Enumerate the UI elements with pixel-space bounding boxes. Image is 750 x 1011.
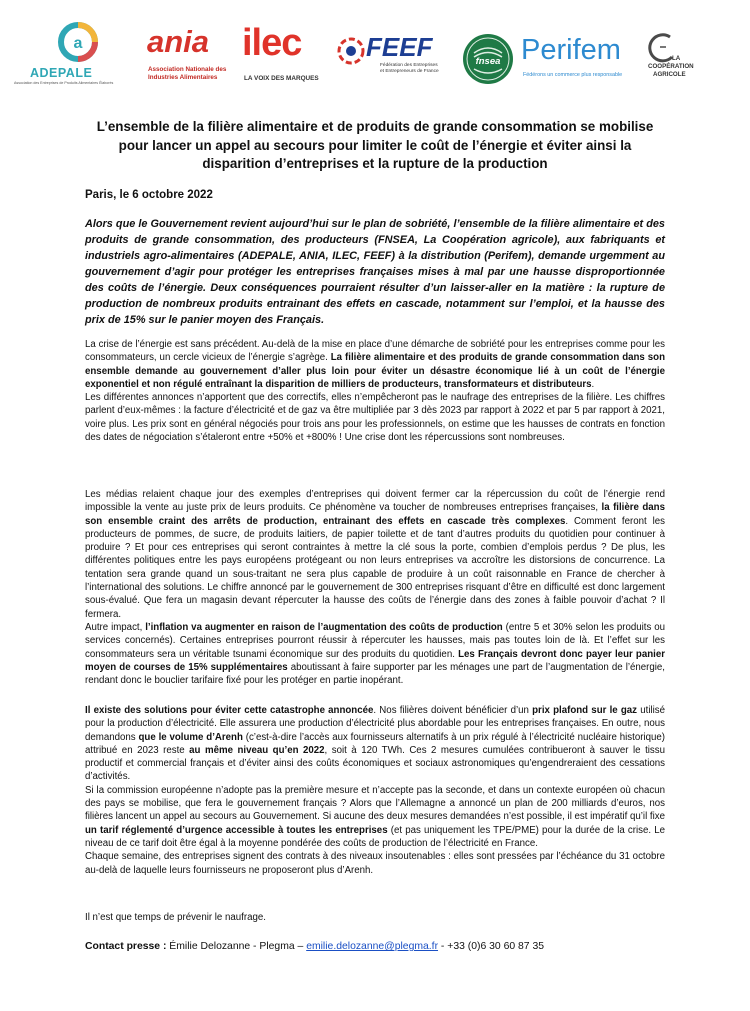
ania-name: ania <box>147 24 210 59</box>
section-energy-crisis <box>85 338 665 444</box>
cooperation-line3: AGRICOLE <box>653 71 686 78</box>
adepale-logo <box>14 18 142 88</box>
feef-emblem-icon <box>336 34 366 68</box>
paragraph: La crise de l’énergie est sans précédent. Au-delà de la mise en place d’une démarche de sobriété pour les entreprises comme pour les consommateurs, un cercle vicieux de l’énergie s’agrège. La filière alimentaire et des produits de grande consommation dans son ensemble demande au gouvernement d’aller plus loin pour éviter un désastre économique lié à un coût de l’énergie exponentiel et non régulé entraînant la disparition de milliers de producteurs, transformateurs et distributeurs. <box>85 339 665 390</box>
contact-email-link[interactable]: emilie.delozanne@plegma.fr <box>306 941 439 952</box>
contact-name: Émilie Delozanne - Plegma – <box>166 941 307 952</box>
paragraph: Chaque semaine, des entreprises signent des contrats à des niveaux insoutenables : elles sont pressées par l’échéance du 31 octobre au-delà de laquelle leurs fournisseurs ne proposeront plus d’Arenh. <box>85 851 665 876</box>
cooperation-agricole-logo <box>648 33 710 89</box>
logo-strip <box>0 0 750 105</box>
press-contact <box>85 941 544 952</box>
ania-line1: Association Nationale des <box>148 66 227 73</box>
paragraph: Les médias relaient chaque jour des exemples d’entreprises qui doivent fermer car la répercussion du coût de l’énergie rend impossible la vente au juste prix de leurs produits. Ce phénomène va toucher de nombreuses entreprises françaises, la filière dans son ensemble craint des arrêts de production, entrainant des effets en cascade très complexes. Comment feront les producteurs de pommes, de sucre, de produits laitiers, de papier toilette et de tant d’autres produits du quotidien pour continuer à produire ? Et pour ces entreprises qui seront contraintes à mettre la clé sous la porte, combien d’emplois perdus ? De plus, les différentes politiques entre les pays européens protégeant ou non leurs entreprises va accroître les distorsions de concurrence. La tentation sera grande quand un sous-traitant ne sera plus capable de produire à un coût raisonnable en France de chercher à l’international des solutions. Le chiffre annoncé par le gouvernement de 300 entreprises risquant d’être en difficulté est donc largement sous-évalué. Que fera un magasin devant répercuter la hausse des coûts de l’énergie dans des zones à faible pouvoir d’achat ? Il fermera. <box>85 489 665 620</box>
ania-logo <box>146 24 238 86</box>
feef-name: FEEF <box>366 32 433 62</box>
ania-line2: Industries Alimentaires <box>148 74 218 81</box>
section-production-impact <box>85 488 665 687</box>
cooperation-line1: LA <box>672 55 681 62</box>
paragraph: Si la commission européenne n’adopte pas la première mesure et n’accepte pas la seconde, et dans un contexte européen où chacun des pays se mobilise, que fera le gouvernement français ? Alors que l’Allemagne a annoncé un plan de 200 milliards d’euros, nos filières lancent un appel au secours au Gouvernement. Si aucune des deux mesures demandées n’est possible, il est impératif qu’il fixe un tarif réglementé d’urgence accessible à toutes les entreprises (et pas uniquement les TPE/PME) pour la durée de la crise. Le niveau de ce tarif doit être égal à la moyenne pondérée des coûts de production de l’électricité en France. <box>85 784 665 849</box>
fnsea-logo <box>462 33 514 85</box>
cooperation-line2: COOPÉRATION <box>648 63 694 70</box>
feef-logo <box>336 34 460 86</box>
perifem-name: Perifem <box>521 34 621 66</box>
press-release-title: L’ensemble de la filière alimentaire et de produits de grande consommation se mobilise pour lancer un appel au secours pour limiter le coût de l’énergie et éviter ainsi la disparition d’entreprises et la rupture de la production <box>96 119 654 171</box>
paragraph: Il existe des solutions pour éviter cette catastrophe annoncée. Nos filières doivent bénéficier d’un prix plafond sur le gaz utilisé pour la production d’électricité. Elle assurera une production d’électricité plus abordable pour les entreprises françaises. En outre, nous demandons que le volume d’Arenh (c’est-à-dire l’accès aux fournisseurs alternatifs à un prix régulé à l’électricité nucléaire historique) attribué en 2023 reste au même niveau qu’en 2022, soit à 120 TWh. Ces 2 mesures cumulées contribueront à sauver le tissu productif et commercial français et d’éviter ainsi des coûts économiques et sociaux astronomiques qu’engendreraient des cessations d’activités. <box>85 705 666 783</box>
svg-text:a: a <box>73 35 83 52</box>
adepale-tagline: Association des Entreprises de Produits Alimentaires Élaborés <box>14 81 114 85</box>
paragraph: Les différentes annonces n’apportent que des correctifs, elles n’empêcheront pas le naufrage des entreprises de la filière. Les chiffres parlent d’eux-mêmes : la facture d’électricité et de gaz va être multipliée par 3 dès 2023 par rapport à 2022 et par 5 par rapport à 2021, voire plus. Les prix sont en général négociés pour trois ans pour les professionnels, on estime que les hausses de contrats en fonction des dates de négociation s’étaleront entre +50% et +800% ! Une crise dont les répercussions sont nombreuses. <box>85 392 665 444</box>
dateline: Paris, le 6 octobre 2022 <box>85 189 213 201</box>
perifem-tagline: Fédérons un commerce plus responsable <box>523 72 623 78</box>
fnsea-name: fnsea <box>475 56 501 67</box>
perifem-logo <box>520 34 646 84</box>
paragraph: Autre impact, l’inflation va augmenter en raison de l’augmentation des coûts de production (entre 5 et 30% selon les produits ou services concernés). Certaines entreprises pourront réussir à répercuter les hausses, mais pas toutes loin de là. Et l’effet sur les consommateurs sera un véritable tsunami économique sur des produits du quotidien. Les Français devront donc payer leur panier moyen de courses de 15% supplémentaires aboutissant à faire supporter par les ménages une part de l’augmentation de l’énergie, rendant donc le bouclier tarifaire fixé pour les protéger en partie inopérant. <box>85 621 666 687</box>
ilec-tagline: LA VOIX DES MARQUES <box>244 75 319 82</box>
contact-phone: - +33 (0)6 30 60 87 35 <box>438 941 545 952</box>
section-solutions <box>85 704 665 877</box>
feef-line1: Fédération des Entreprises <box>380 63 438 68</box>
adepale-emblem-icon <box>14 18 142 66</box>
ilec-logo <box>242 22 328 88</box>
feef-line2: et Entrepreneurs de France <box>380 69 439 74</box>
ilec-name: ilec <box>242 22 302 64</box>
intro-paragraph: Alors que le Gouvernement revient aujourd’hui sur le plan de sobriété, l’ensemble de la filière alimentaire et des produits de grande consommation, des producteurs (FNSEA, La Coopération agricole), aux fabriquants et industriels agro-alimentaires (ADEPALE, ANIA, ILEC, FEEF) à la distribution (Perifem), demande urgemment au gouvernement d’agir pour protéger les entreprises françaises mises à mal par une hausse disproportionnée des coûts de l’énergie. Deux conséquences pourraient résulter d’un laisser-aller en la matière : la rupture de production de nombreux produits entrainant des effets en cascade, notamment sur l’emploi, et la hausse des prix de 15% sur le panier moyen des Français. <box>85 218 665 326</box>
contact-label: Contact presse : <box>85 941 167 952</box>
adepale-name: ADEPALE <box>30 66 93 80</box>
closing-line: Il n’est que temps de prévenir le naufrage. <box>85 912 266 923</box>
